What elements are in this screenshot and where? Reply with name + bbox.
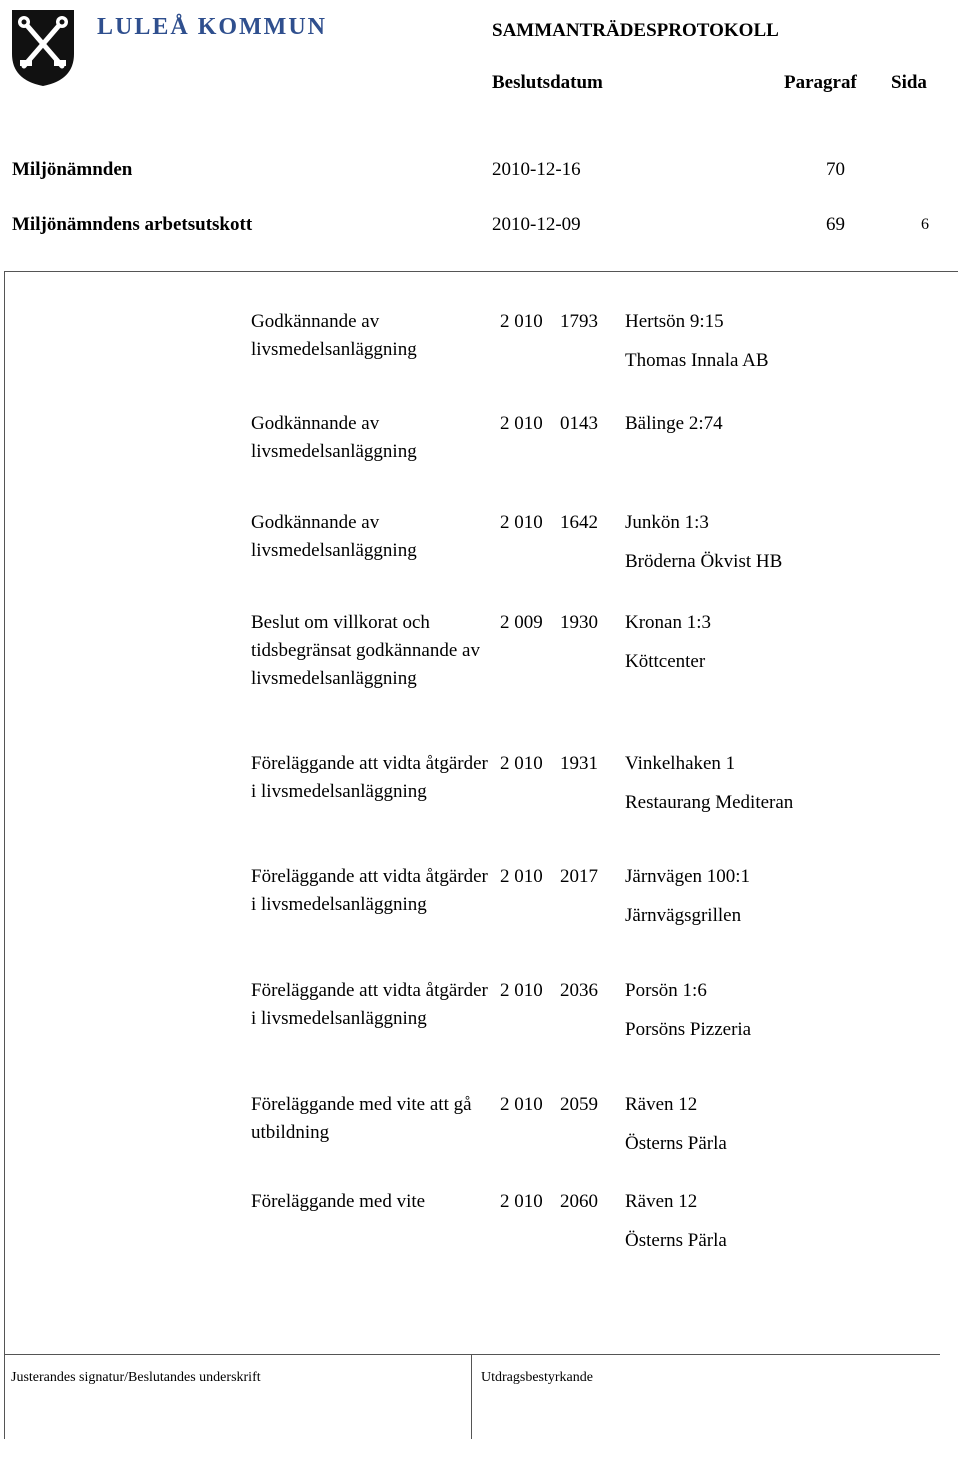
entry-owner: Porsöns Pizzeria (625, 1019, 752, 1040)
meeting-name: Miljönämndens arbetsutskott (12, 214, 253, 235)
footer-column-divider (471, 1354, 472, 1439)
entry-owner: Järnvägsgrillen (625, 905, 742, 926)
entry-subject: Föreläggande att vidta åtgärder i livsmedelsanläggning (251, 753, 488, 802)
entry-number: 2059 (560, 1094, 598, 1115)
entry-property: Kronan 1:3 (625, 612, 712, 633)
content-frame-top-rule (4, 271, 958, 272)
entry-number: 0143 (560, 413, 598, 434)
entry-number: 1931 (560, 753, 598, 774)
entry-number: 1793 (560, 311, 598, 332)
entry-owner: Restaurang Mediteran (625, 792, 794, 813)
meeting-paragraph: 70 (826, 159, 845, 180)
document-type-title: SAMMANTRÄDESPROTOKOLL (492, 20, 779, 41)
entry-property-block (625, 410, 723, 438)
organization-name: LULEÅ KOMMUN (97, 14, 327, 40)
certified-extract-label: Utdragsbestyrkande (481, 1370, 593, 1385)
entry-property-block (625, 308, 769, 375)
entry-owner: Thomas Innala AB (625, 350, 769, 371)
entry-property: Hertsön 9:15 (625, 311, 724, 332)
entry-property-block (625, 509, 782, 576)
meeting-date: 2010-12-09 (492, 214, 581, 235)
entry-subject: Godkännande av livsmedelsanläggning (251, 311, 417, 360)
entry-property: Räven 12 (625, 1191, 698, 1212)
entry-year: 2 010 (500, 1191, 543, 1212)
entry-number: 2060 (560, 1191, 598, 1212)
entry-owner: Köttcenter (625, 651, 706, 672)
entry-property: Porsön 1:6 (625, 980, 707, 1001)
meeting-name: Miljönämnden (12, 159, 133, 180)
page-column-label: Sida (891, 72, 927, 93)
entry-property: Järnvägen 100:1 (625, 866, 751, 887)
entry-property-block (625, 863, 750, 930)
entry-owner: Österns Pärla (625, 1230, 727, 1251)
entry-subject: Föreläggande med vite (251, 1191, 426, 1212)
entry-property: Räven 12 (625, 1094, 698, 1115)
entry-property-block (625, 609, 711, 676)
content-frame-left-rule (4, 271, 5, 1439)
signature-label: Justerandes signatur/Beslutandes underskrift (11, 1370, 261, 1385)
entry-year: 2 009 (500, 612, 543, 633)
entry-year: 2 010 (500, 1094, 543, 1115)
entry-subject: Godkännande av livsmedelsanläggning (251, 512, 417, 561)
page-number: 6 (921, 216, 929, 233)
entry-number: 2036 (560, 980, 598, 1001)
entry-number: 2017 (560, 866, 598, 887)
paragraph-column-label: Paragraf (784, 72, 857, 93)
entry-number: 1930 (560, 612, 598, 633)
entry-property-block (625, 1091, 727, 1158)
entry-year: 2 010 (500, 311, 543, 332)
entry-subject: Föreläggande att vidta åtgärder i livsmedelsanläggning (251, 866, 488, 915)
meeting-date: 2010-12-16 (492, 159, 581, 180)
decision-date-column-label: Beslutsdatum (492, 72, 603, 93)
entry-property: Vinkelhaken 1 (625, 753, 736, 774)
entry-property-block (625, 977, 751, 1044)
entry-subject: Beslut om villkorat och tidsbegränsat godkännande av livsmedelsanläggning (251, 612, 480, 689)
entry-owner: Österns Pärla (625, 1133, 727, 1154)
entry-year: 2 010 (500, 866, 543, 887)
entry-property: Bälinge 2:74 (625, 413, 723, 434)
entry-year: 2 010 (500, 980, 543, 1001)
footer-top-rule (4, 1354, 940, 1355)
municipality-coat-of-arms-logo (10, 8, 76, 88)
entry-subject: Föreläggande med vite att gå utbildning (251, 1094, 472, 1143)
meeting-paragraph: 69 (826, 214, 845, 235)
entry-subject: Godkännande av livsmedelsanläggning (251, 413, 417, 462)
entry-year: 2 010 (500, 753, 543, 774)
entry-property: Junkön 1:3 (625, 512, 709, 533)
entry-property-block (625, 1188, 727, 1255)
entry-number: 1642 (560, 512, 598, 533)
entry-year: 2 010 (500, 512, 543, 533)
entry-year: 2 010 (500, 413, 543, 434)
entry-owner: Bröderna Ökvist HB (625, 551, 783, 572)
entry-property-block (625, 750, 793, 817)
entry-subject: Föreläggande att vidta åtgärder i livsmedelsanläggning (251, 980, 488, 1029)
